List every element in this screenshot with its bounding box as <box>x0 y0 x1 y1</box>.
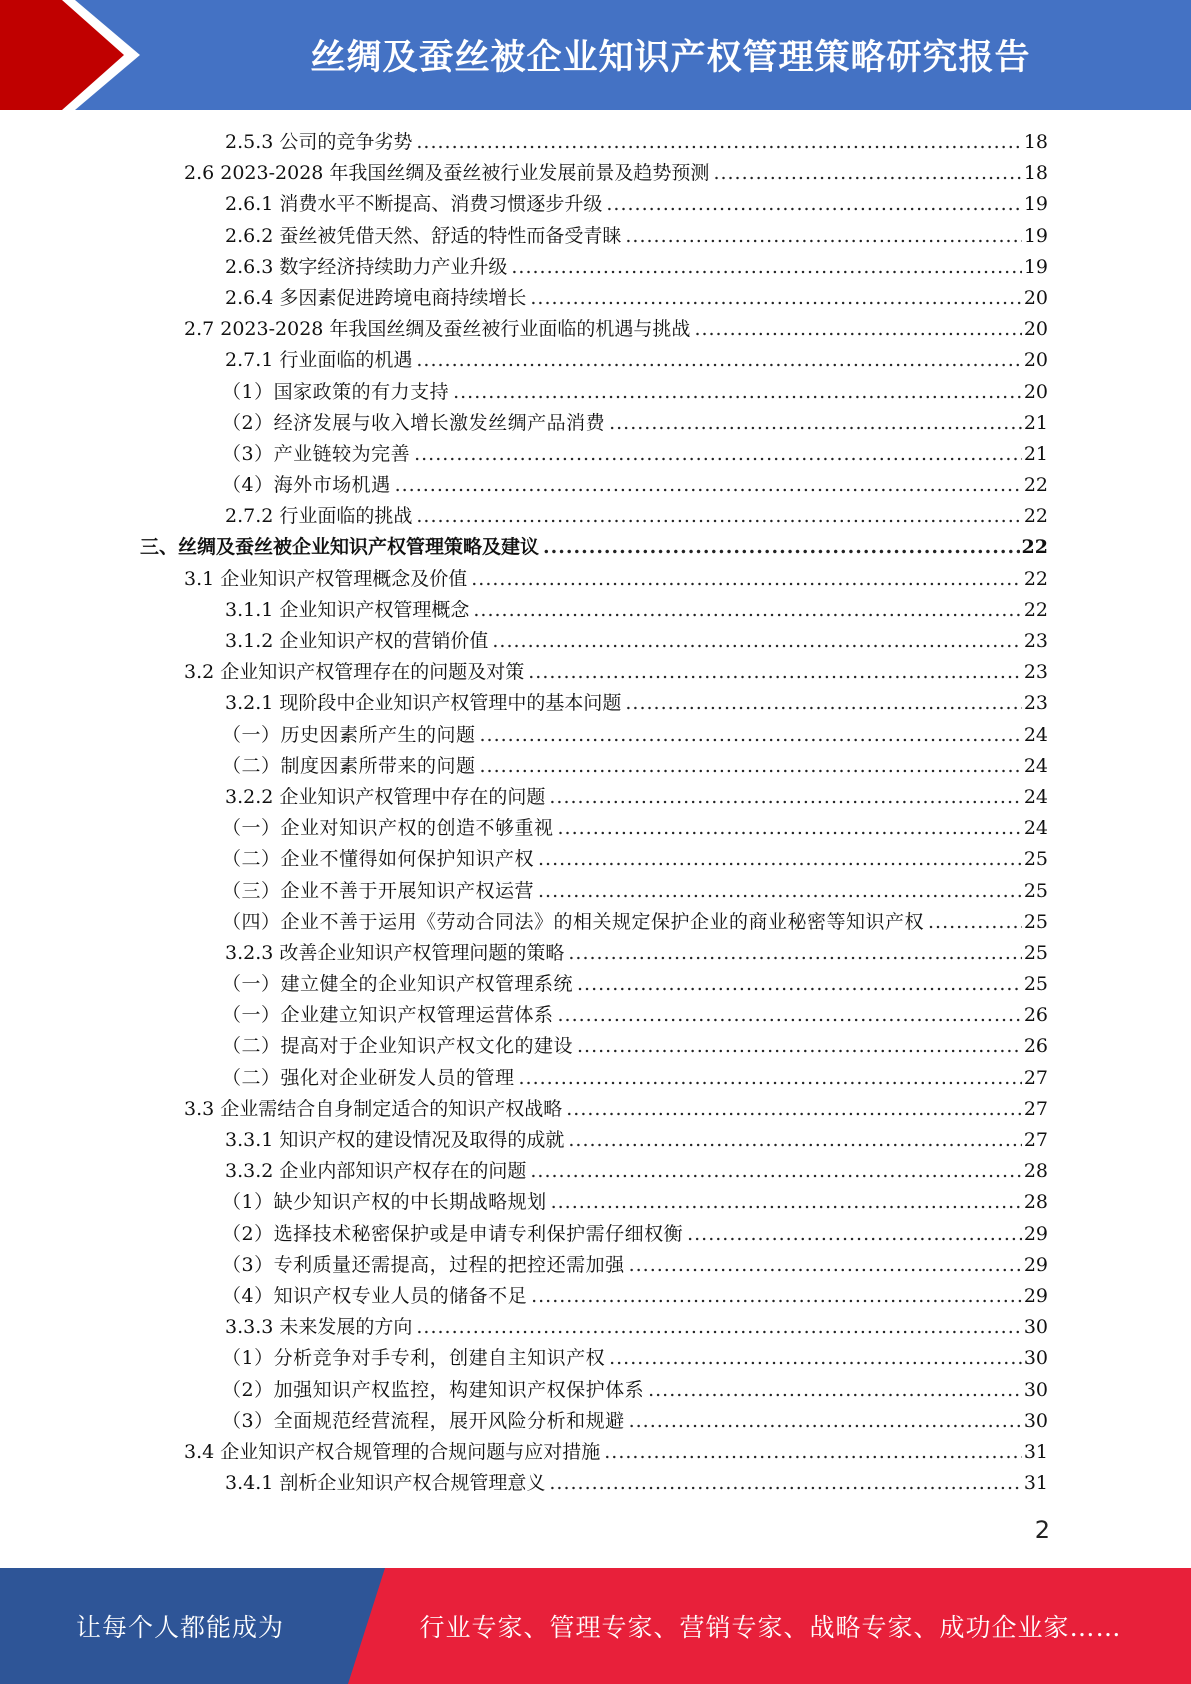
toc-entry-page: 27 <box>1023 1097 1048 1120</box>
toc-entry-page: 27 <box>1023 1066 1048 1089</box>
toc-entry[interactable] <box>140 1468 1048 1499</box>
toc-entry-title: （一）企业对知识产权的创造不够重视 <box>222 817 554 840</box>
toc-entry-title: （一）企业建立知识产权管理运营体系 <box>222 1004 554 1027</box>
toc-entry-page: 22 <box>1023 567 1048 590</box>
toc-entry-page: 20 <box>1023 318 1048 341</box>
table-of-contents <box>140 127 1048 1499</box>
toc-entry-title: 2.7 2023-2028 年我国丝绸及蚕丝被行业面临的机遇与挑战 <box>184 318 691 341</box>
dot-leader <box>416 127 1021 158</box>
toc-entry-title: 2.7.1 行业面临的机遇 <box>225 349 413 372</box>
toc-entry[interactable] <box>140 751 1048 782</box>
toc-entry-page: 28 <box>1023 1160 1048 1183</box>
toc-entry-title: （三）企业不善于开展知识产权运营 <box>222 879 535 902</box>
dot-leader <box>558 813 1022 844</box>
toc-entry[interactable] <box>140 1156 1048 1187</box>
toc-entry-title: 3.1.1 企业知识产权管理概念 <box>225 598 470 621</box>
toc-entry[interactable] <box>140 626 1048 657</box>
toc-entry[interactable] <box>140 844 1048 875</box>
dot-leader <box>395 470 1022 501</box>
toc-entry[interactable] <box>140 1250 1048 1281</box>
toc-entry-title: 2.6.3 数字经济持续助力产业升级 <box>225 255 508 278</box>
toc-entry-title: （一）建立健全的企业知识产权管理系统 <box>222 973 574 996</box>
toc-entry-page: 22 <box>1023 505 1048 528</box>
toc-entry-title: （2）选择技术秘密保护或是申请专利保护需仔细权衡 <box>222 1222 684 1245</box>
dot-leader <box>629 1250 1022 1281</box>
toc-entry[interactable] <box>140 1343 1048 1374</box>
toc-entry-title: 2.6.2 蚕丝被凭借天然、舒适的特性而备受青睐 <box>225 224 622 247</box>
toc-entry[interactable] <box>140 189 1048 220</box>
toc-entry-title: 2.7.2 行业面临的挑战 <box>225 505 413 528</box>
toc-entry-page: 26 <box>1023 1004 1048 1027</box>
toc-entry[interactable] <box>140 1031 1048 1062</box>
dot-leader <box>629 1406 1022 1437</box>
toc-entry-title: （2）加强知识产权监控，构建知识产权保护体系 <box>222 1378 645 1401</box>
toc-entry-page: 20 <box>1023 349 1048 372</box>
toc-entry-title: （二）提高对于企业知识产权文化的建设 <box>222 1035 574 1058</box>
toc-entry-page: 29 <box>1023 1222 1048 1245</box>
toc-entry-title: 3.2.3 改善企业知识产权管理问题的策略 <box>225 941 565 964</box>
toc-entry-title: 3.4 企业知识产权合规管理的合规问题与应对措施 <box>184 1440 601 1463</box>
dot-leader <box>568 938 1021 969</box>
toc-entry[interactable] <box>140 1406 1048 1437</box>
toc-entry-page: 25 <box>1023 910 1048 933</box>
dot-leader <box>416 1312 1021 1343</box>
toc-entry-page: 18 <box>1023 131 1048 153</box>
toc-entry-page: 23 <box>1023 661 1048 684</box>
footer-banner <box>0 1568 1191 1684</box>
dot-leader <box>511 252 1021 283</box>
dot-leader <box>625 688 1021 719</box>
dot-leader <box>543 532 1020 563</box>
toc-entry-title: 3.2.2 企业知识产权管理中存在的问题 <box>225 785 546 808</box>
toc-entry-title: 2.6.1 消费水平不断提高、消费习惯逐步升级 <box>225 193 603 216</box>
toc-entry[interactable] <box>140 1063 1048 1094</box>
dot-leader <box>609 1343 1022 1374</box>
toc-entry-title: （3）产业链较为完善 <box>222 442 411 465</box>
toc-entry[interactable] <box>140 127 1048 158</box>
dot-leader <box>549 1468 1021 1499</box>
toc-entry-page: 25 <box>1023 879 1048 902</box>
toc-entry-title: 3.2 企业知识产权管理存在的问题及对策 <box>184 661 525 684</box>
toc-entry-page: 20 <box>1023 380 1048 403</box>
dot-leader <box>713 158 1021 189</box>
toc-entry-page: 30 <box>1023 1378 1048 1401</box>
dot-leader <box>577 1031 1022 1062</box>
toc-entry-page: 21 <box>1023 442 1048 465</box>
toc-entry-title: （1）国家政策的有力支持 <box>222 380 450 403</box>
toc-entry-title: 3.1.2 企业知识产权的营销价值 <box>225 630 489 652</box>
dot-leader <box>648 1375 1022 1406</box>
toc-entry[interactable] <box>140 813 1048 844</box>
dot-leader <box>519 1063 1022 1094</box>
toc-entry-title: （二）企业不懂得如何保护知识产权 <box>222 848 535 871</box>
dot-leader <box>531 1281 1022 1312</box>
toc-entry-page: 24 <box>1023 785 1048 808</box>
toc-entry[interactable] <box>140 439 1048 470</box>
toc-entry-page: 24 <box>1023 723 1048 746</box>
toc-entry[interactable] <box>140 938 1048 969</box>
dot-leader <box>568 1125 1021 1156</box>
toc-entry[interactable] <box>140 876 1048 907</box>
dot-leader <box>528 657 1022 688</box>
toc-entry[interactable] <box>140 1187 1048 1218</box>
footer-slogan-roles: 行业专家、管理专家、营销专家、战略专家、成功企业家…… <box>419 1613 1122 1642</box>
toc-entry-page: 28 <box>1023 1191 1048 1214</box>
dot-leader <box>687 1219 1022 1250</box>
toc-entry-page: 23 <box>1023 692 1048 715</box>
toc-entry-page: 25 <box>1023 848 1048 871</box>
toc-entry-page: 19 <box>1023 193 1048 216</box>
dot-leader <box>577 969 1022 1000</box>
dot-leader <box>473 595 1021 626</box>
toc-entry[interactable] <box>140 314 1048 345</box>
toc-entry-title: （3）专利质量还需提高，过程的把控还需加强 <box>222 1253 625 1276</box>
toc-entry[interactable] <box>140 345 1048 376</box>
header-banner <box>0 0 1191 110</box>
toc-entry-page: 25 <box>1023 941 1048 964</box>
dot-leader <box>566 1094 1022 1125</box>
page-number: 2 <box>1034 1516 1050 1544</box>
toc-entry[interactable] <box>140 377 1048 408</box>
chevron-arrow-icon <box>0 0 160 110</box>
toc-entry-title: （4）海外市场机遇 <box>222 474 391 497</box>
toc-entry-page: 31 <box>1023 1440 1048 1463</box>
dot-leader <box>625 221 1021 252</box>
toc-entry-page: 18 <box>1023 162 1048 185</box>
toc-entry-page: 21 <box>1023 411 1048 434</box>
toc-entry[interactable] <box>140 532 1048 563</box>
dot-leader <box>694 314 1021 345</box>
toc-entry-title: 3.3.3 未来发展的方向 <box>225 1316 413 1339</box>
toc-entry-page: 22 <box>1023 598 1048 621</box>
toc-entry-page: 30 <box>1023 1409 1048 1432</box>
dot-leader <box>928 907 1022 938</box>
dot-leader <box>416 501 1021 532</box>
toc-entry[interactable] <box>140 1375 1048 1406</box>
toc-entry-title: 3.3.2 企业内部知识产权存在的问题 <box>225 1160 527 1183</box>
toc-entry-title: （3）全面规范经营流程，展开风险分析和规避 <box>222 1409 625 1432</box>
dot-leader <box>530 283 1021 314</box>
toc-entry[interactable] <box>140 252 1048 283</box>
toc-entry-page: 25 <box>1023 973 1048 996</box>
toc-entry[interactable] <box>140 782 1048 813</box>
toc-entry[interactable] <box>140 221 1048 252</box>
toc-entry-title: 2.6.4 多因素促进跨境电商持续增长 <box>225 286 527 309</box>
dot-leader <box>480 720 1022 751</box>
toc-entry[interactable] <box>140 1437 1048 1468</box>
toc-entry[interactable] <box>140 1000 1048 1031</box>
toc-entry-page: 19 <box>1023 224 1048 247</box>
toc-entry-title: （二）强化对企业研发人员的管理 <box>222 1066 515 1089</box>
dot-leader <box>609 408 1022 439</box>
dot-leader <box>453 377 1022 408</box>
toc-entry-title: 2.5.3 公司的竞争劣势 <box>225 131 413 153</box>
toc-entry-title: （四）企业不善于运用《劳动合同法》的相关规定保护企业的商业秘密等知识产权 <box>222 910 925 933</box>
toc-entry-title: 3.1 企业知识产权管理概念及价值 <box>184 567 468 590</box>
toc-entry-title: 3.4.1 剖析企业知识产权合规管理意义 <box>225 1472 546 1495</box>
toc-entry-page: 27 <box>1023 1129 1048 1151</box>
toc-entry[interactable] <box>140 470 1048 501</box>
toc-entry-page: 23 <box>1023 630 1048 652</box>
dot-leader <box>538 876 1022 907</box>
dot-leader <box>530 1156 1021 1187</box>
dot-leader <box>606 189 1021 220</box>
footer-slogan-lead: 让每个人都能成为 <box>75 1613 284 1642</box>
toc-entry[interactable] <box>140 657 1048 688</box>
toc-entry[interactable] <box>140 1312 1048 1343</box>
toc-entry-title: 3.3.1 知识产权的建设情况及取得的成就 <box>225 1129 565 1151</box>
toc-entry-title: （2）经济发展与收入增长激发丝绸产品消费 <box>222 411 606 434</box>
toc-entry[interactable] <box>140 907 1048 938</box>
toc-entry-page: 19 <box>1023 255 1048 278</box>
toc-entry-title: 3.3 企业需结合自身制定适合的知识产权战略 <box>184 1097 563 1120</box>
dot-leader <box>558 1000 1022 1031</box>
toc-entry[interactable] <box>140 1281 1048 1312</box>
report-title: 丝绸及蚕丝被企业知识产权管理策略研究报告 <box>310 38 1031 78</box>
dot-leader <box>492 626 1021 657</box>
toc-entry-page: 20 <box>1023 286 1048 309</box>
toc-entry[interactable] <box>140 1094 1048 1125</box>
toc-entry-page: 22 <box>1021 536 1048 559</box>
dot-leader <box>549 782 1021 813</box>
dot-leader <box>551 1187 1022 1218</box>
dot-leader <box>471 564 1022 595</box>
toc-entry[interactable] <box>140 158 1048 189</box>
toc-entry[interactable] <box>140 720 1048 751</box>
toc-entry-page: 26 <box>1023 1035 1048 1058</box>
toc-entry[interactable] <box>140 501 1048 532</box>
toc-entry[interactable] <box>140 688 1048 719</box>
toc-entry-title: （4）知识产权专业人员的储备不足 <box>222 1284 528 1307</box>
toc-entry[interactable] <box>140 1219 1048 1250</box>
dot-leader <box>414 439 1022 470</box>
toc-entry[interactable] <box>140 1125 1048 1156</box>
toc-entry-page: 22 <box>1023 474 1048 497</box>
toc-entry-title: （1）缺少知识产权的中长期战略规划 <box>222 1191 547 1214</box>
toc-entry-page: 29 <box>1023 1284 1048 1307</box>
toc-entry[interactable] <box>140 408 1048 439</box>
dot-leader <box>416 345 1021 376</box>
dot-leader <box>538 844 1022 875</box>
toc-entry-page: 30 <box>1023 1316 1048 1339</box>
toc-entry-title: （一）历史因素所产生的问题 <box>222 723 476 746</box>
toc-entry-title: （1）分析竞争对手专利，创建自主知识产权 <box>222 1347 606 1370</box>
dot-leader <box>480 751 1022 782</box>
toc-entry-page: 31 <box>1023 1472 1048 1495</box>
toc-entry-title: 三、丝绸及蚕丝被企业知识产权管理策略及建议 <box>140 536 540 559</box>
toc-entry-page: 30 <box>1023 1347 1048 1370</box>
toc-entry-title: 2.6 2023-2028 年我国丝绸及蚕丝被行业发展前景及趋势预测 <box>184 162 710 185</box>
toc-entry[interactable] <box>140 283 1048 314</box>
toc-entry-title: 3.2.1 现阶段中企业知识产权管理中的基本问题 <box>225 692 622 715</box>
toc-entry[interactable] <box>140 969 1048 1000</box>
toc-entry[interactable] <box>140 564 1048 595</box>
toc-entry-page: 24 <box>1023 817 1048 840</box>
dot-leader <box>604 1437 1022 1468</box>
toc-entry[interactable] <box>140 595 1048 626</box>
toc-entry-title: （二）制度因素所带来的问题 <box>222 754 476 777</box>
toc-entry-page: 24 <box>1023 754 1048 777</box>
toc-entry-page: 29 <box>1023 1253 1048 1276</box>
